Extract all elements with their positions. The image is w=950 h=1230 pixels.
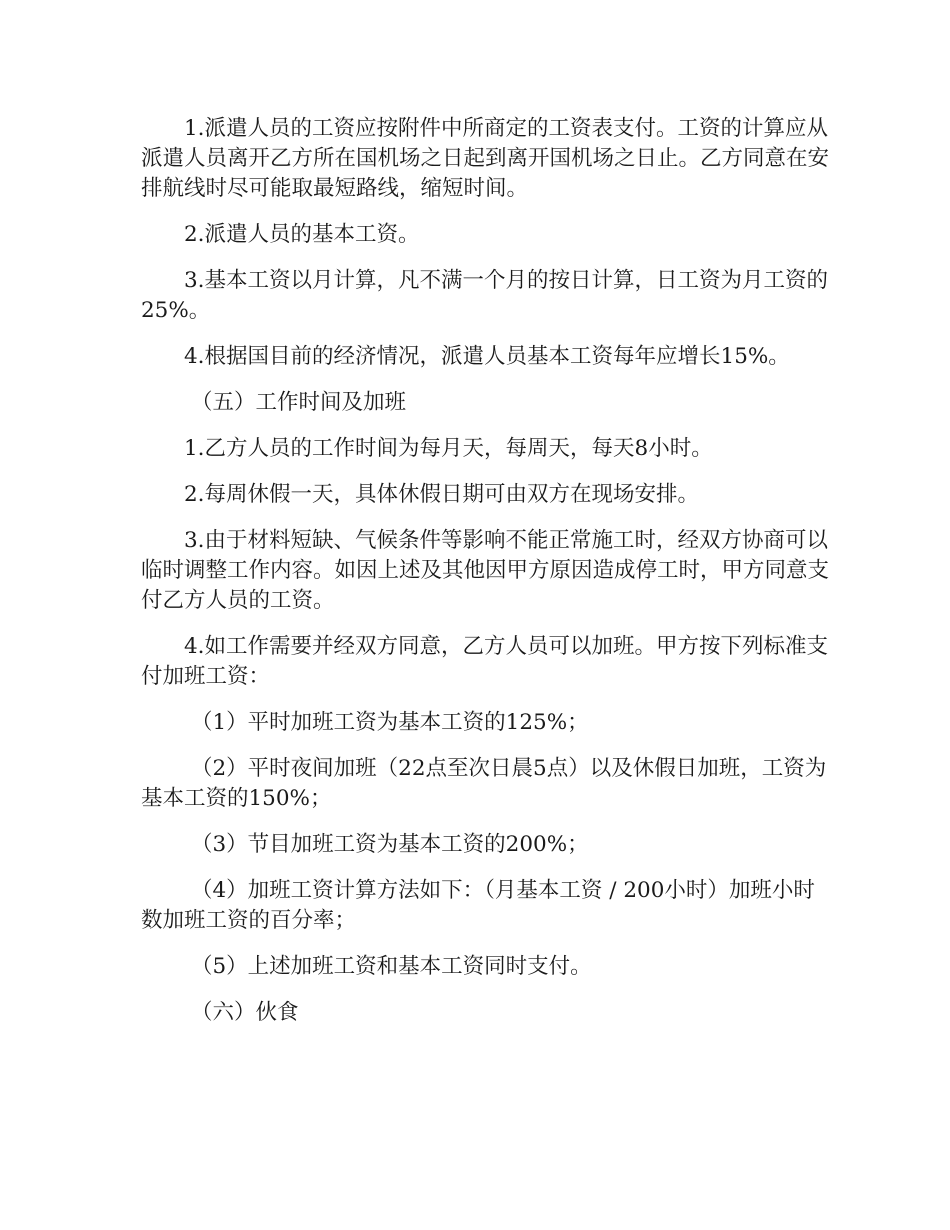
paragraph-base-salary: 2.派遣人员的基本工资。 [184, 222, 420, 247]
section-heading-working-hours: （五）工作时间及加班 [191, 390, 407, 415]
paragraph-working-time: 1.乙方人员的工作时间为每月天，每周天，每天8小时。 [184, 436, 713, 461]
paragraph-monthly-calculation: 3.基本工资以月计算，凡不满一个月的按日计算，日工资为月工资的25%。 [141, 268, 829, 323]
paragraph-overtime-rule: 4.如工作需要并经双方同意，乙方人员可以加班。甲方按下列标准支付加班工资： [141, 634, 829, 689]
paragraph-work-stoppage: 3.由于材料短缺、气候条件等影响不能正常施工时，经双方协商可以临时调整工作内容。如因上述及其他因甲方原因造成停工时，甲方同意支付乙方人员的工资。 [141, 528, 830, 613]
section-heading-meals: （六）伙食 [191, 1000, 299, 1025]
list-item-overtime-3: （3）节目加班工资为基本工资的200%； [191, 832, 589, 857]
document-body [141, 114, 831, 1044]
list-item-overtime-4: （4）加班工资计算方法如下：（月基本工资 / 200小时）加班小时数加班工资的百分率； [141, 878, 815, 933]
paragraph-weekly-holiday: 2.每周休假一天，具体休假日期可由双方在现场安排。 [184, 482, 700, 507]
list-item-overtime-5: （5）上述加班工资和基本工资同时支付。 [191, 954, 592, 979]
paragraph-salary-payment: 1.派遣人员的工资应按附件中所商定的工资表支付。工资的计算应从派遣人员离开乙方所在国机场之日起到离开国机场之日止。乙方同意在安排航线时尽可能取最短路线，缩短时间。 [141, 116, 830, 201]
list-item-overtime-1: （1）平时加班工资为基本工资的125%； [191, 710, 589, 735]
list-item-overtime-2: （2）平时夜间加班（22点至次日晨5点）以及休假日加班，工资为基本工资的150%； [141, 756, 827, 811]
paragraph-annual-increase: 4.根据国目前的经济情况，派遣人员基本工资每年应增长15%。 [184, 344, 790, 369]
